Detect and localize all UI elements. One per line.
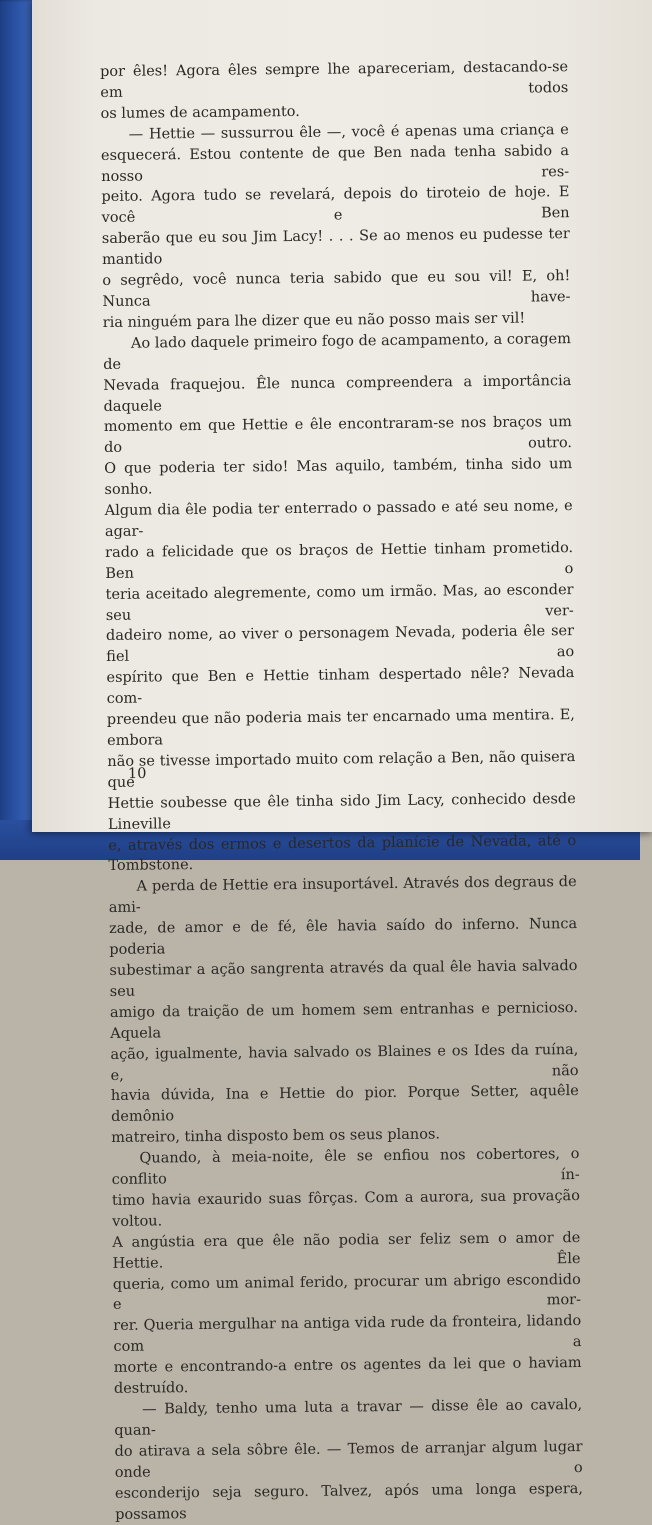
text-line: do atirava a sela sôbre êle. — Temos de arranjar algum lugar onde o — [114, 1438, 583, 1481]
text-line: e, através dos ermos e desertos da planície de Nevada, até o — [108, 832, 577, 854]
text-line: não se tivesse importado muito com relação a Ben, não quisera que — [107, 748, 576, 791]
text-line: Algum dia êle podia ter enterrado o passado e até seu nome, e agar- — [104, 498, 573, 540]
text-line: havia dúvida, Ina e Hettie do pior. Porque Setter, aquêle demônio — [110, 1083, 579, 1126]
text-line: Nevada fraquejou. Êle nunca compreendera a importância daquele — [103, 372, 572, 415]
text-line: queria, como um animal ferido, procurar um abrigo escondido e mor- — [112, 1271, 582, 1314]
text-line: por êles! Agora êles sempre lhe apareceriam, destacando-se em todos — [100, 59, 569, 101]
text-line: matreiro, tinha disposto bem os seus planos. — [111, 1126, 441, 1147]
text-line: ação, igualmente, havia salvado os Blaines e os Ides da ruína, e, não — [110, 1041, 579, 1084]
text-line: amigo da traição de um homem sem entranhas e pernicioso. Aquela — [109, 999, 579, 1042]
text-line: morte e encontrando-a entre os agentes da lei que o haviam destruído. — [113, 1355, 582, 1398]
text-line: subestimar a ação sangrenta através da qual êle havia salvado seu — [109, 958, 578, 1000]
page-number: 10 — [127, 765, 147, 783]
text-line: o segrêdo, você nunca teria sabido que eu sou vil! E, oh! Nunca have- — [102, 268, 571, 310]
text-line: Tombstone. — [108, 857, 194, 875]
text-line: — Hettie — sussurrou êle —, você é apenas uma criança e — [128, 121, 569, 143]
text-line: O que poderia ter sido! Mas aquilo, também, tinha sido um sonho. — [104, 456, 573, 499]
text-line: os lumes de acampamento. — [100, 103, 300, 122]
text-line: peito. Agora tudo se revelará, depois do tiroteio de hoje. E você e Ben — [101, 184, 570, 227]
text-line: zade, de amor e de fé, êle havia saído do inferno. Nunca poderia — [108, 916, 578, 959]
text-line: — Baldy, tenho uma luta a travar — disse êle ao cavalo, quan- — [114, 1397, 583, 1439]
text-line: dadeiro nome, ao viver o personagem Nevada, poderia êle ser fiel ao — [105, 623, 575, 666]
text-line: teria aceitado alegremente, como um irmão. Mas, ao esconder seu ver- — [105, 581, 574, 624]
text-line: rado a felicidade que os braços de Hettie tinham prometido. Ben o — [105, 539, 574, 582]
text-line: Ao lado daquele primeiro fogo de acampamento, a coragem de — [103, 330, 572, 373]
text-line: Quando, à meia-noite, êle se enfiou nos cobertores, o conflito ín- — [111, 1146, 580, 1188]
text-line: timo havia exaurido suas fôrças. Com a aurora, sua provação voltou. — [111, 1187, 580, 1230]
text-line: rer. Queria mergulhar na antiga vida rude da fronteira, lidando com a — [113, 1313, 582, 1356]
text-line: A perda de Hettie era insuportável. Através dos degraus de ami- — [108, 874, 577, 917]
text-line: A angústia era que êle não podia ser feliz sem o amor de Hettie. Êle — [112, 1229, 581, 1272]
text-line: saberão que eu sou Jim Lacy! . . . Se ao menos eu pudesse ter mantido — [101, 226, 570, 269]
text-line: esconderijo seja seguro. Talvez, após uma longa espera, possamos — [114, 1480, 584, 1523]
text-line: preendeu que não poderia mais ter encarnado uma mentira. E, embora — [106, 707, 575, 749]
page-body-text — [100, 57, 583, 1525]
text-line: espírito que Ben e Hettie tinham despertado nêle? Nevada com- — [106, 665, 575, 708]
text-line: ria ninguém para lhe dizer que eu não posso mais ser vil! — [102, 310, 526, 331]
text-line: momento em que Hettie e êle encontraram-se nos braços um do outro. — [103, 414, 573, 457]
text-line: esquecerá. Estou contente de que Ben nada tenha sabido a nosso res- — [100, 142, 570, 185]
text-line: Hettie soubesse que êle tinha sido Jim Lacy, conhecido desde Lineville — [107, 790, 576, 833]
